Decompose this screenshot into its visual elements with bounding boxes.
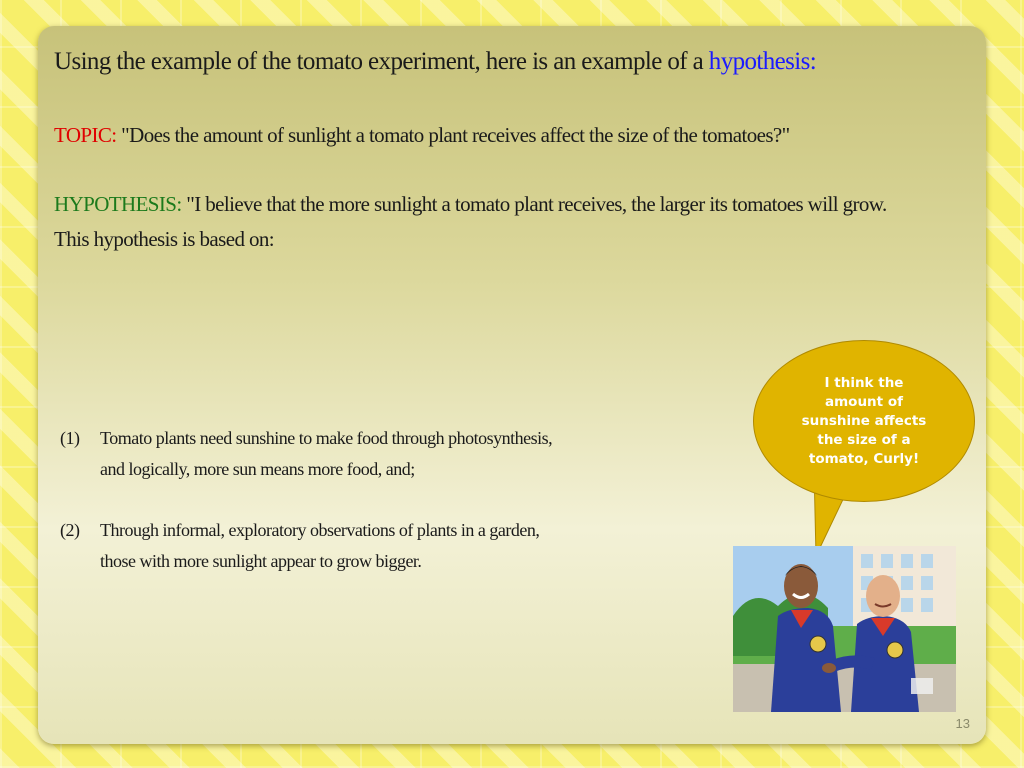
title-keyword: hypothesis: [708, 48, 817, 75]
cartoon-two-men-icon [733, 546, 956, 712]
list-item [60, 423, 680, 485]
cartoon-illustration [733, 546, 956, 712]
basis-line: This hypothesis is based on: [54, 227, 275, 251]
speech-bubble-text: I think the amount of sunshine affects the size of a tomato, Curly! [801, 374, 927, 467]
list-item [60, 515, 680, 577]
topic-label: TOPIC: [54, 123, 117, 147]
hypothesis-line [54, 192, 887, 217]
reason-text [100, 423, 680, 485]
slide-title [54, 48, 816, 76]
reason-text [100, 515, 680, 577]
hypothesis-text: "I believe that the more sunlight a tomato plant receives, the larger its tomatoes will grow. [181, 192, 887, 216]
reason-line: and logically, more sun means more food, and; [100, 459, 415, 479]
reason-number: (1) [60, 428, 80, 448]
hypothesis-label: HYPOTHESIS: [54, 192, 182, 216]
topic-text: "Does the amount of sunlight a tomato plant receives affect the size of the tomatoes?" [116, 123, 790, 147]
topic-line [54, 123, 790, 148]
reasons-list [60, 423, 680, 607]
speech-bubble [753, 340, 975, 502]
reason-line: Through informal, exploratory observations of plants in a garden, [100, 520, 540, 540]
title-prefix: Using the example of the tomato experiment, here is an example of a [54, 48, 709, 75]
page-number: 13 [955, 716, 970, 731]
reason-number: (2) [60, 520, 80, 540]
reason-line: those with more sunlight appear to grow bigger. [100, 551, 422, 571]
reason-line: Tomato plants need sunshine to make food through photosynthesis, [100, 428, 553, 448]
